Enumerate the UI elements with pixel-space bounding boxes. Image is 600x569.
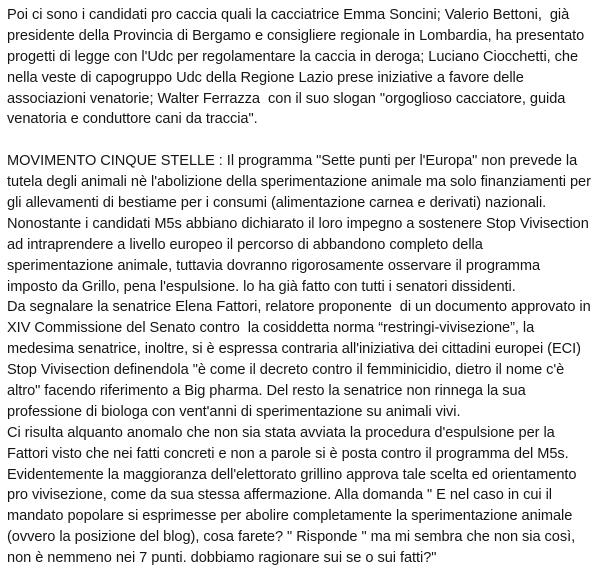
text-line: mandato popolare si esprimesse per abolire completamente la sperimentazione animale: [7, 508, 573, 525]
text-line: associazioni venatorie; Walter Ferrazza con il suo slogan "orgoglioso cacciatore, guida: [7, 90, 566, 107]
text-line: professione di biologa con vent'anni di sperimentazione su animali vivi.: [7, 403, 461, 420]
text-line: imposto da Grillo, pena l'espulsione. lo ha già fatto con tutti i senatori dissidenti.: [7, 278, 516, 295]
text-line: ad intraprendere a livello europeo il percorso di abbandono completo della: [7, 236, 483, 253]
text-line: medesima senatrice, inoltre, si è espressa contraria all'iniziativa dei cittadini europei (ECI): [7, 341, 581, 358]
text-line: presidente della Provincia di Bergamo e consigliere regionale in Lombardia, ha presentato: [7, 27, 585, 44]
text-line: venatoria e conduttore cani da traccia".: [7, 111, 258, 128]
text-line: non è nemmeno nei 7 punti. dobbiamo ragionare sui se o sui fatti?": [7, 550, 437, 567]
text-line: MOVIMENTO CINQUE STELLE : Il programma "Sette punti per l'Europa" non prevede la: [7, 153, 578, 170]
text-line: XIV Commissione del Senato contro la cosiddetta norma “restringi-vivisezione”, la: [7, 320, 535, 337]
text-line: gli allevamenti di bestiame per i consumi (alimentazione carnea e derivati) nazionali.: [7, 195, 547, 212]
paragraph-m5s: [7, 151, 596, 569]
text-line: Nonostante i candidati M5s abbiano dichiarato il loro impegno a sostenere Stop Vivisection: [7, 215, 589, 232]
text-line: tutela degli animali nè l'abolizione della sperimentazione animale ma solo finanziamenti per: [7, 174, 591, 191]
text-line: pro vivisezione, come da sua stessa affermazione. Alla domanda " E nel caso in cui il: [7, 487, 552, 504]
text-line: Poi ci sono i candidati pro caccia quali la cacciatrice Emma Soncini; Valerio Bettoni, già: [7, 7, 570, 23]
text-line: nella veste di capogruppo Udc della Regione Lazio prese iniziative a favore delle: [7, 69, 524, 86]
article-body: [7, 5, 596, 569]
text-line: altro" facendo riferimento a Big pharma. Del resto la senatrice non rinnega la sua: [7, 383, 526, 400]
text-line: Evidentemente la maggioranza dell'elettorato grillino approva tale scelta ed orientamento: [7, 466, 577, 483]
text-line: sperimentazione animale, tuttavia dovranno rigorosamente osservare il programma: [7, 257, 541, 274]
text-line: Stop Vivisection definendola "è come il decreto contro il femminicidio, dietro il nome c'è: [7, 362, 565, 379]
text-line: (ovvero la posizione del blog), cosa farete? " Risponde " ma mi sembra che non sia così,: [7, 529, 576, 546]
text-line: progetti di legge con l'Udc per regolamentare la caccia in deroga; Luciano Ciocchetti, che: [7, 48, 579, 65]
paragraph-hunting-candidates: [7, 5, 596, 130]
text-line: Ci risulta alquanto anomalo che non sia stata avviata la procedura d'espulsione per la: [7, 424, 555, 441]
paragraph-spacer: [7, 130, 596, 151]
text-line: Da segnalare la senatrice Elena Fattori, relatore proponente di un documento approvato in: [7, 299, 591, 316]
text-line: Fattori visto che nei fatti concreti e non a parole si è posta contro il programma del M5s.: [7, 445, 569, 462]
